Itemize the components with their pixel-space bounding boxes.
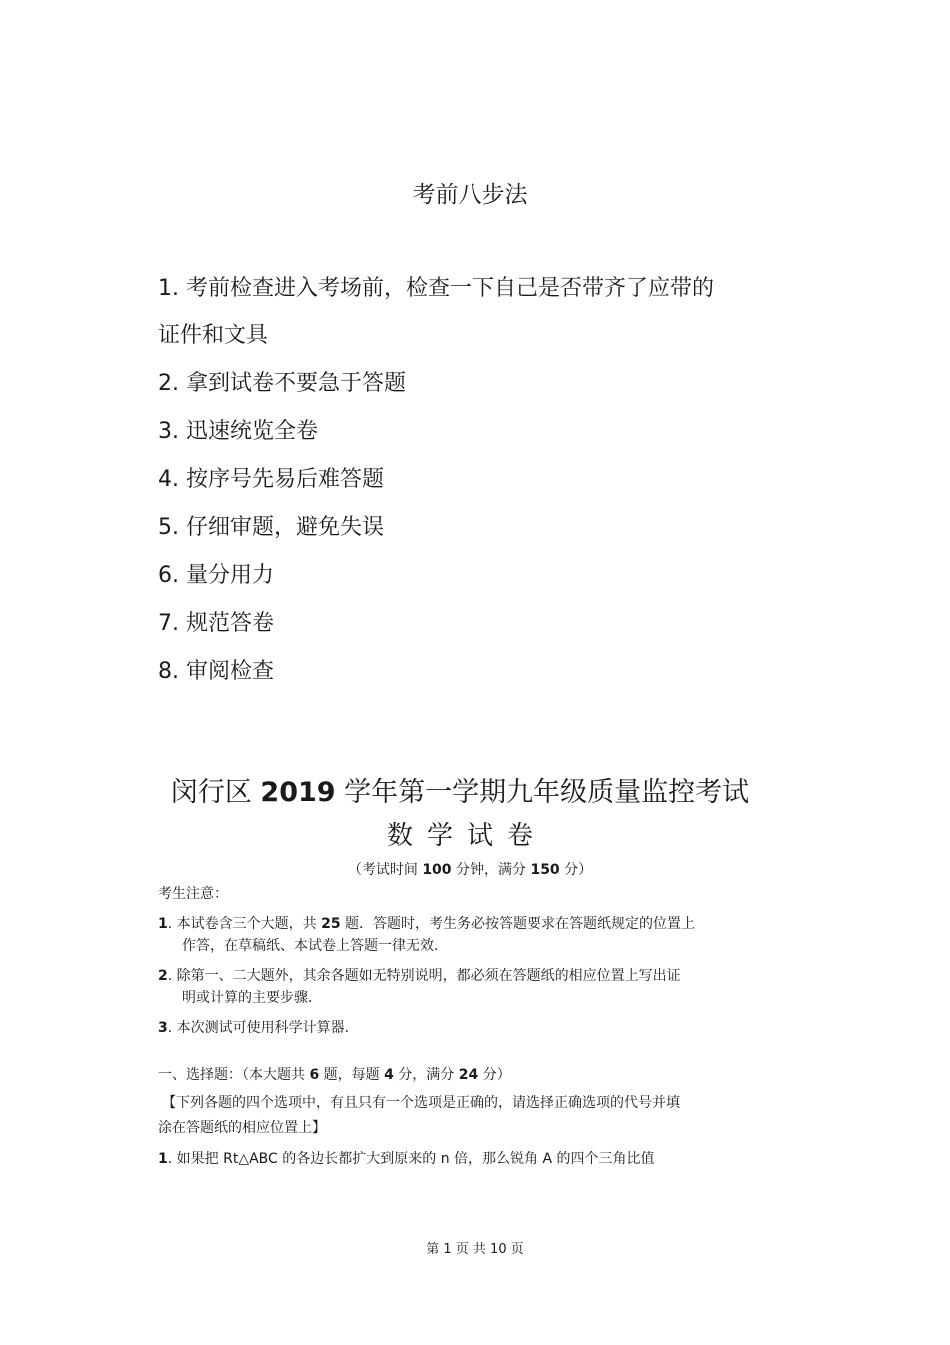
exam-title [0,770,920,809]
section-1-heading-c: 分，满分 [393,1067,459,1083]
question-1 [158,1149,655,1169]
step-item-4: 4. 按序号先易后难答题 [158,467,384,492]
notice-item-1 [158,914,695,934]
step-item-6: 6. 量分用力 [158,563,274,588]
notice-item-2-text: . 除第一、二大题外，其余各题如无特别说明，都必须在答题纸的相应位置上写出证 [167,968,681,984]
exam-time-info [0,859,940,879]
exam-subtitle: 数学试卷 [386,821,547,851]
notice-item-1-number: 1 [158,916,168,932]
step-item-8: 8. 审阅检查 [158,659,274,684]
notice-item-2-number: 2 [158,968,168,984]
exam-time-open: （考试时间 [347,862,423,878]
notice-item-3-text: . 本次测试可使用科学计算器． [167,1020,359,1036]
section-1-question-count: 6 [309,1067,320,1083]
section-1-points-each: 4 [384,1067,394,1083]
notice-item-1-text-a: . 本试卷含三个大题，共 [167,916,322,932]
exam-title-suffix: 学年第一学期九年级质量监控考试 [335,777,750,808]
steps-title: 考前八步法 [412,182,528,208]
exam-time-mid: 分钟，满分 [451,862,531,878]
question-1-number: 1 [158,1151,168,1167]
section-1-heading-b: 题，每题 [319,1067,385,1083]
notice-item-3 [158,1018,359,1038]
exam-time-close: 分） [559,862,593,878]
section-1-instruction-line1: 【下列各题的四个选项中，有且只有一个选项是正确的，请选择正确选项的代号并填 [162,1095,680,1111]
section-1-heading-d: 分） [478,1067,511,1083]
notice-label: 考生注意： [158,886,228,902]
notice-item-3-number: 3 [158,1020,168,1036]
notice-item-1-text-b: 题．答题时，考生务必按答题要求在答题纸规定的位置上 [340,916,696,932]
step-item-3: 3. 迅速统览全卷 [158,419,318,444]
step-item-1-continued: 证件和文具 [158,323,269,348]
section-1-total-points: 24 [458,1067,479,1083]
step-item-7: 7. 规范答卷 [158,611,274,636]
exam-time-minutes: 100 [422,862,452,878]
question-1-text: . 如果把 Rt△ABC 的各边长都扩大到原来的 n 倍，那么锐角 A 的四个三角比值 [167,1151,655,1167]
exam-title-year: 2019 [260,777,336,808]
section-1-heading [158,1065,511,1085]
notice-item-2 [158,966,681,986]
notice-item-1-count: 25 [321,916,341,932]
section-1-heading-a: 一、选择题：（本大题共 [158,1067,310,1083]
step-item-1: 1. 考前检查进入考场前，检查一下自己是否带齐了应带的 [158,276,714,301]
step-item-2: 2. 拿到试卷不要急于答题 [158,371,406,396]
step-item-5: 5. 仔细审题，避免失误 [158,515,384,540]
section-1-instruction-line2: 涂在答题纸的相应位置上】 [158,1120,326,1136]
exam-full-score: 150 [530,862,560,878]
page-footer: 第 1 页 共 10 页 [426,1242,524,1257]
notice-item-1-line2: 作答，在草稿纸、本试卷上答题一律无效． [182,938,448,954]
notice-item-2-line2: 明或计算的主要步骤． [182,990,322,1006]
exam-title-prefix: 闵行区 [170,777,261,808]
